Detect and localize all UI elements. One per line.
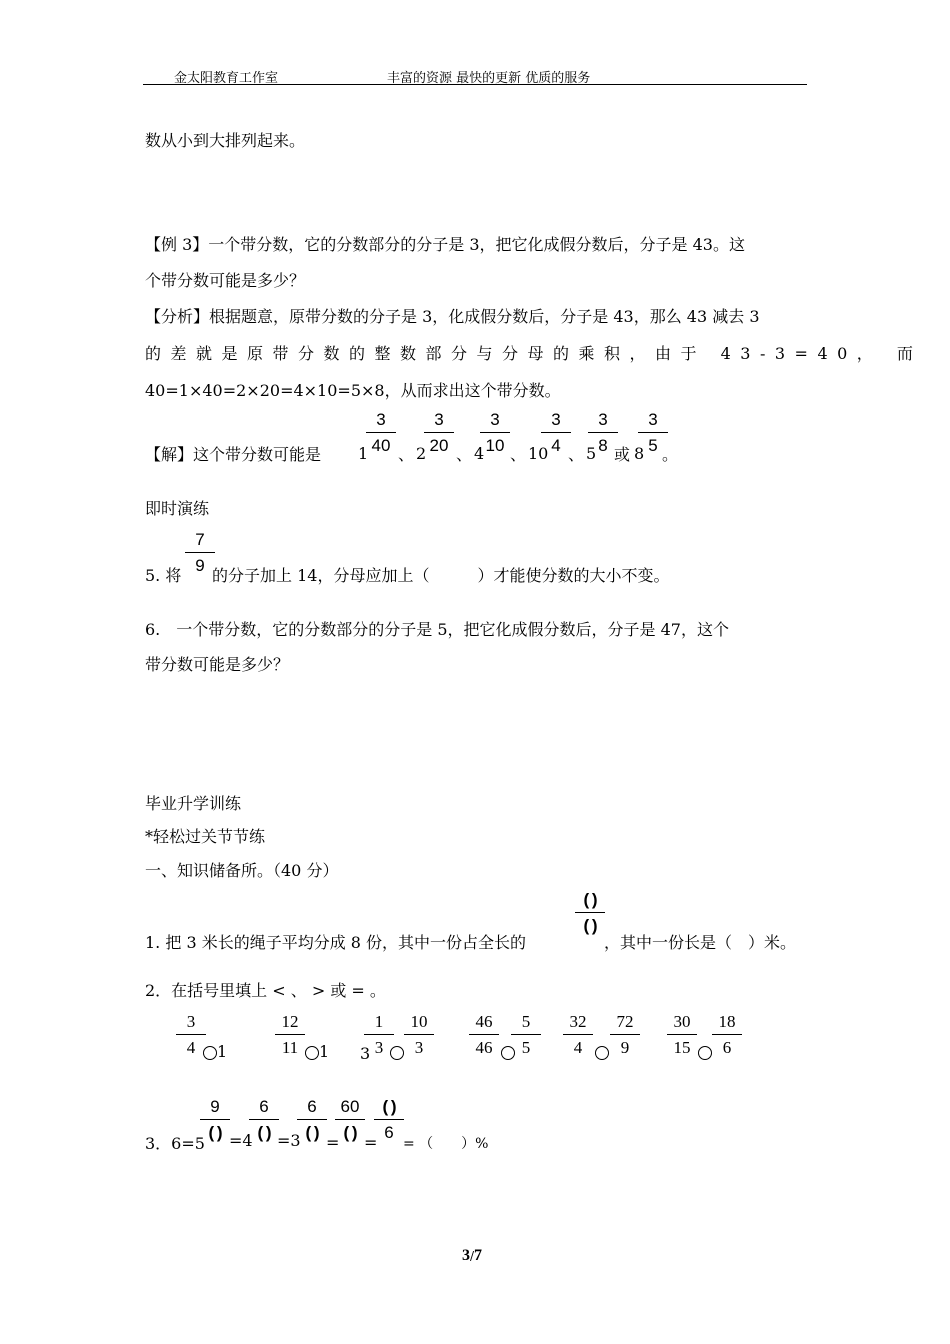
solution-whole: 5 [586, 444, 597, 463]
compare-fraction: 1 3 [364, 1012, 394, 1058]
solution-separator: 。 [662, 445, 679, 464]
solution-fraction: 3 8 [588, 410, 618, 456]
question-1-fraction: ( ) ( ) [575, 890, 605, 936]
solution-whole: 10 [528, 444, 549, 463]
question-5-fraction: 7 9 [185, 530, 215, 576]
compare-fraction: 32 4 [563, 1012, 593, 1058]
header-left: 金太阳教育工作室 [174, 71, 279, 86]
part-one-heading: 一、知识储备所。（40 分） [145, 861, 339, 880]
compare-value: 1 [319, 1042, 330, 1061]
solution-fraction: 3 5 [638, 410, 668, 456]
question-3-equals: = [326, 1133, 340, 1152]
solution-whole: 4 [474, 444, 485, 463]
compare-fraction: 12 11 [275, 1012, 305, 1058]
question-5-start: 5. 将 [145, 566, 182, 585]
subsection-heading: *轻松过关节节练 [145, 827, 266, 846]
practice-heading: 即时演练 [145, 499, 210, 518]
analysis-line-3: 40=1×40=2×20=4×10=5×8，从而求出这个带分数。 [145, 381, 561, 400]
question-3-start: 3．6=5 [145, 1134, 205, 1153]
question-3-fraction: 9 ( ) [200, 1097, 230, 1143]
question-3-end: = （ ）% [403, 1136, 489, 1152]
question-6-line-1: 6. 一个带分数，它的分数部分的分子是 5，把它化成假分数后，分子是 47，这个 [145, 620, 729, 639]
compare-fraction: 3 4 [176, 1012, 206, 1058]
solution-whole: 2 [416, 444, 427, 463]
solution-separator: 、 [398, 445, 415, 464]
solution-separator: 、 [510, 445, 527, 464]
question-3-fraction: 6 ( ) [249, 1097, 279, 1143]
compare-circle[interactable] [698, 1046, 712, 1060]
example-3-line-2: 个带分数可能是多少？ [145, 271, 306, 290]
question-5-text: 的分子加上 14，分母应加上（ ）才能使分数的大小不变。 [212, 566, 670, 585]
compare-circle[interactable] [595, 1046, 609, 1060]
compare-fraction: 30 15 [667, 1012, 697, 1058]
compare-circle[interactable] [390, 1046, 404, 1060]
question-2: 2．在括号里填上 < 、 > 或 = 。 [145, 981, 386, 1000]
section-heading: 毕业升学训练 [145, 794, 242, 813]
solution-prefix: 【解】这个带分数可能是 [145, 445, 322, 464]
solution-fraction: 3 10 [480, 410, 510, 456]
compare-circle[interactable] [203, 1046, 217, 1060]
question-6-line-2: 带分数可能是多少？ [145, 655, 290, 674]
solution-fraction: 3 4 [541, 410, 571, 456]
compare-fraction: 72 9 [610, 1012, 640, 1058]
question-1-end: ，其中一份长是（ ）米。 [604, 933, 797, 952]
compare-value: 1 [217, 1042, 228, 1061]
question-3-equals: = [364, 1133, 378, 1152]
example-3-line-1: 【例 3】一个带分数，它的分数部分的分子是 3，把它化成假分数后，分子是 43。这 [145, 235, 745, 254]
analysis-line-1: 【分析】根据题意，原带分数的分子是 3，化成假分数后，分子是 43，那么 43 减去 3 [145, 307, 760, 326]
question-3-text: =4 [229, 1131, 253, 1150]
solution-whole: 1 [358, 444, 369, 463]
solution-fraction: 3 40 [366, 410, 396, 456]
compare-fraction: 46 46 [469, 1012, 499, 1058]
solution-fraction: 3 20 [424, 410, 454, 456]
compare-fraction: 5 5 [511, 1012, 541, 1058]
compare-circle[interactable] [305, 1046, 319, 1060]
page-number: 3/7 [462, 1247, 483, 1264]
question-3-fraction: ( ) 6 [374, 1097, 404, 1143]
analysis-line-2: 的差就是原带分数的整数部分与分母的乘积，由于 43-3=40， 而 [145, 344, 923, 363]
question-3-text: =3 [277, 1131, 301, 1150]
question-3-fraction: 6 ( ) [297, 1097, 327, 1143]
header-right: 丰富的资源 最快的更新 优质的服务 [387, 71, 591, 86]
header-rule [143, 84, 807, 85]
compare-whole: 3 [360, 1044, 371, 1063]
solution-separator: 、 [568, 445, 585, 464]
question-1-start: 1. 把 3 米长的绳子平均分成 8 份，其中一份占全长的 [145, 933, 527, 952]
compare-fraction: 10 3 [404, 1012, 434, 1058]
question-3-fraction: 60 ( ) [335, 1097, 365, 1143]
solution-whole: 8 [634, 444, 645, 463]
text-line: 数从小到大排列起来。 [145, 131, 306, 150]
solution-separator: 或 [614, 445, 631, 464]
compare-fraction: 18 6 [712, 1012, 742, 1058]
solution-separator: 、 [456, 445, 473, 464]
